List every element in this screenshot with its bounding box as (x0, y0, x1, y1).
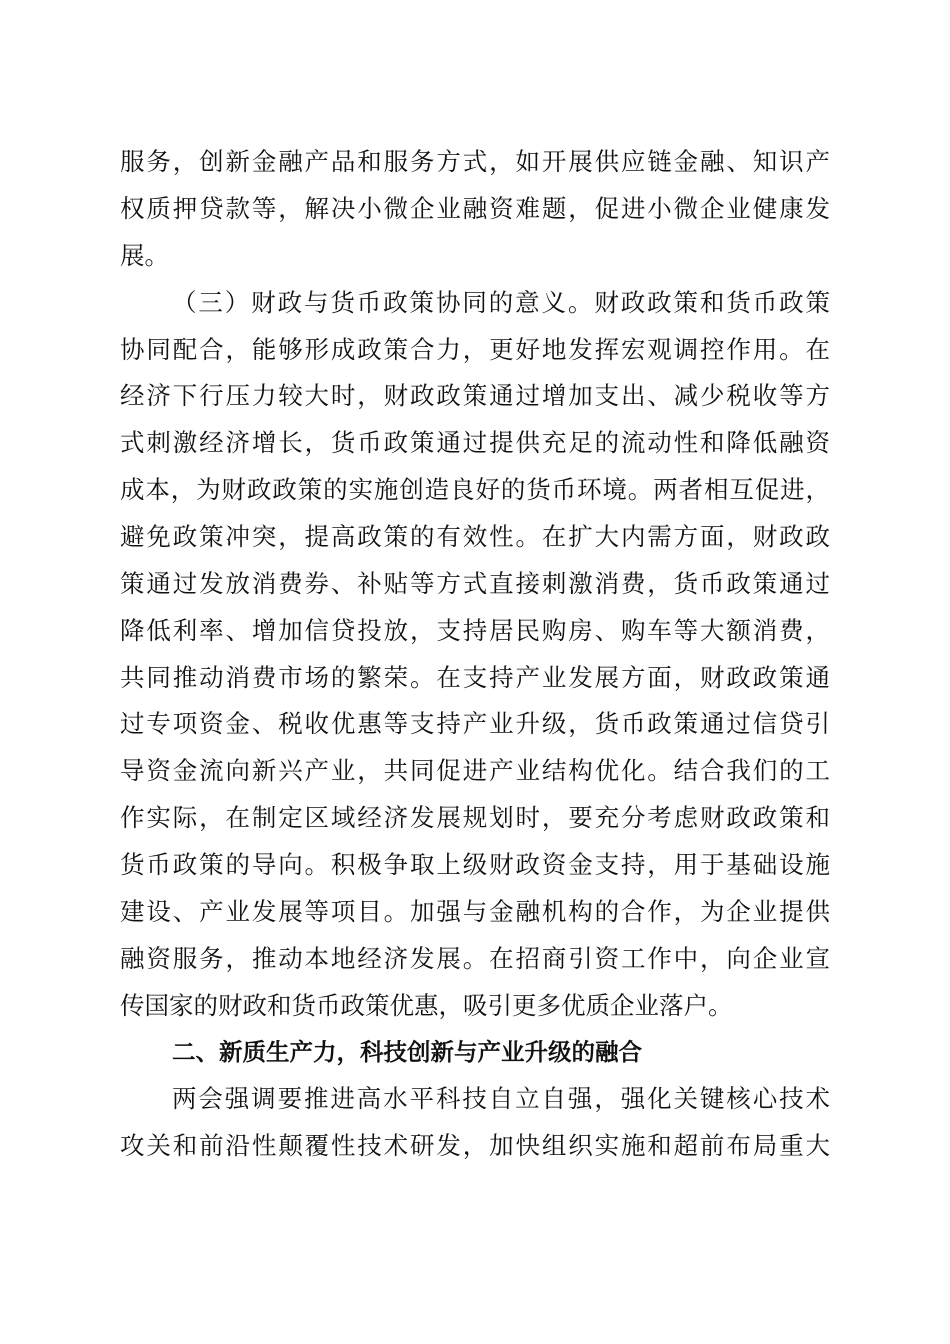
text-line: 服务，创新金融产品和服务方式，如开展供应链金融、知识产 (120, 147, 830, 176)
text-line: 作实际，在制定区域经济发展规划时，要充分考虑财政政策和 (120, 803, 830, 832)
text-line: 避免政策冲突，提高政策的有效性。在扩大内需方面，财政政 (120, 522, 830, 551)
text-line: 融资服务，推动本地经济发展。在招商引资工作中，向企业宣 (120, 944, 830, 973)
subsection-start-line: （三）财政与货币政策协同的意义。财政政策和货币政策 (172, 288, 830, 317)
text-line: 过专项资金、税收优惠等支持产业升级，货币政策通过信贷引 (120, 709, 830, 738)
text-line: 攻关和前沿性颠覆性技术研发，加快组织实施和超前布局重大 (120, 1131, 830, 1160)
text-line: 成本，为财政政策的实施创造良好的货币环境。两者相互促进， (120, 475, 830, 504)
text-line: 展。 (120, 241, 169, 270)
text-line: 建设、产业发展等项目。加强与金融机构的合作，为企业提供 (120, 897, 830, 926)
text-line: 策通过发放消费券、补贴等方式直接刺激消费，货币政策通过 (120, 569, 830, 598)
text-line: 式刺激经济增长，货币政策通过提供充足的流动性和降低融资 (120, 428, 830, 457)
text-line: 经济下行压力较大时，财政政策通过增加支出、减少税收等方 (120, 381, 830, 410)
text-line: 导资金流向新兴产业，共同促进产业结构优化。结合我们的工 (120, 756, 830, 785)
text-line: 货币政策的导向。积极争取上级财政资金支持，用于基础设施 (120, 850, 830, 879)
text-line: 共同推动消费市场的繁荣。在支持产业发展方面，财政政策通 (120, 663, 830, 692)
text-line: 两会强调要推进高水平科技自立自强，强化关键核心技术 (172, 1084, 830, 1113)
text-line: 传国家的财政和货币政策优惠，吸引更多优质企业落户。 (120, 991, 733, 1020)
section-heading: 二、新质生产力，科技创新与产业升级的融合 (172, 1038, 642, 1066)
text-line: 权质押贷款等，解决小微企业融资难题，促进小微企业健康发 (120, 194, 830, 223)
text-line: 协同配合，能够形成政策合力，更好地发挥宏观调控作用。在 (120, 335, 830, 364)
text-line: 降低利率、增加信贷投放，支持居民购房、购车等大额消费， (120, 616, 830, 645)
